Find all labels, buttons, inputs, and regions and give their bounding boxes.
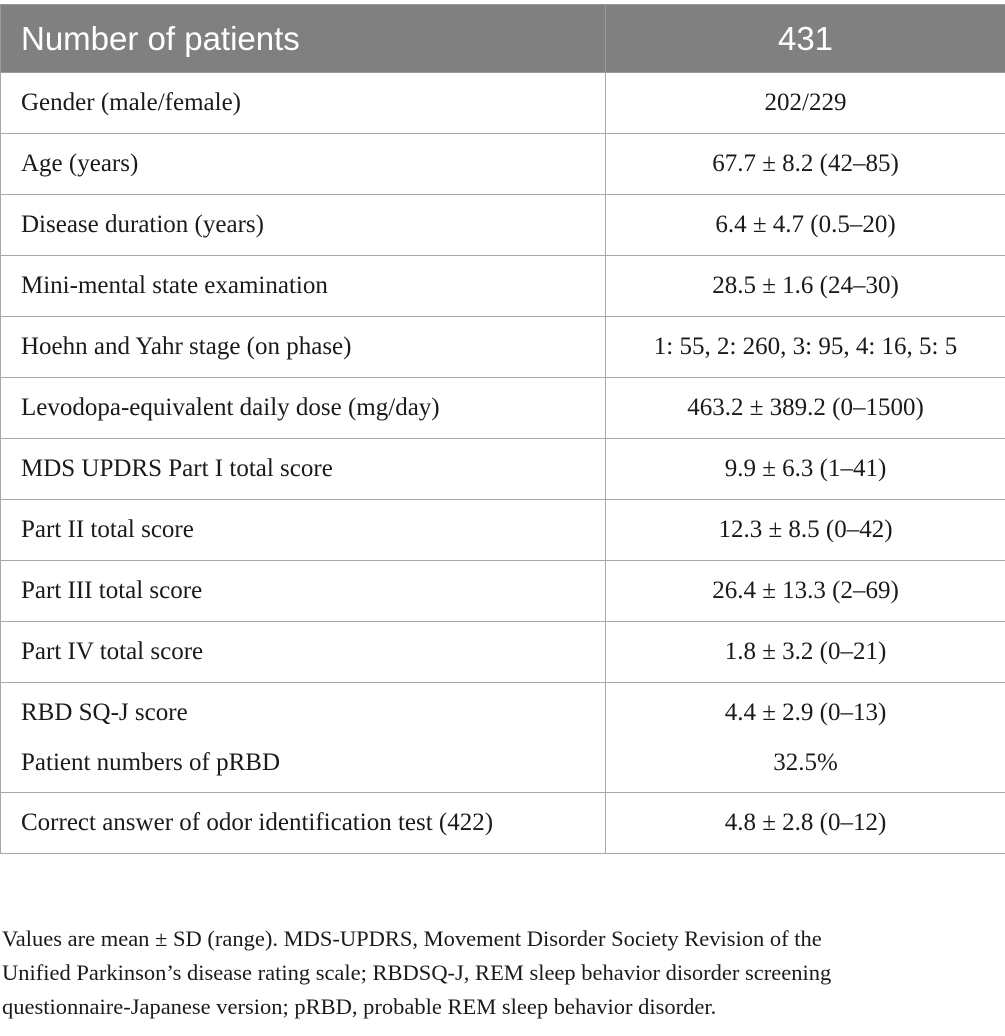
row-value-rbd xyxy=(606,683,1005,793)
table-row xyxy=(1,622,1005,683)
header-row xyxy=(1,5,1005,73)
table-footnote xyxy=(2,922,992,1024)
row-label-disease-duration: Disease duration (years) xyxy=(1,195,606,256)
row-label-updrs-part4: Part IV total score xyxy=(1,622,606,683)
row-value-age: 67.7 ± 8.2 (42–85) xyxy=(606,134,1005,195)
table-body xyxy=(1,73,1005,854)
header-value: 431 xyxy=(606,5,1005,73)
row-label-hoehn-yahr: Hoehn and Yahr stage (on phase) xyxy=(1,317,606,378)
prbd-label: Patient numbers of pRBD xyxy=(21,748,281,776)
table-row xyxy=(1,378,1005,439)
table-row xyxy=(1,793,1005,854)
row-value-ledd: 463.2 ± 389.2 (0–1500) xyxy=(606,378,1005,439)
row-value-updrs-part4: 1.8 ± 3.2 (0–21) xyxy=(606,622,1005,683)
row-value-odor-test: 4.8 ± 2.8 (0–12) xyxy=(606,793,1005,854)
rbd-score-value: 4.4 ± 2.9 (0–13) xyxy=(724,698,887,726)
row-value-disease-duration: 6.4 ± 4.7 (0.5–20) xyxy=(606,195,1005,256)
row-label-updrs-part1: MDS UPDRS Part I total score xyxy=(1,439,606,500)
row-value-gender: 202/229 xyxy=(606,73,1005,134)
row-label-ledd: Levodopa-equivalent daily dose (mg/day) xyxy=(1,378,606,439)
table-row xyxy=(1,73,1005,134)
table-row xyxy=(1,683,1005,793)
row-value-updrs-part2: 12.3 ± 8.5 (0–42) xyxy=(606,500,1005,561)
prbd-value: 32.5% xyxy=(773,748,838,776)
table-row xyxy=(1,317,1005,378)
rbd-score-label: RBD SQ-J score xyxy=(21,698,188,726)
table-row xyxy=(1,561,1005,622)
row-value-updrs-part3: 26.4 ± 13.3 (2–69) xyxy=(606,561,1005,622)
table-row xyxy=(1,500,1005,561)
footnote-line: Unified Parkinson’s disease rating scale; RBDSQ-J, REM sleep behavior disorder screening xyxy=(2,960,832,985)
row-label-updrs-part3: Part III total score xyxy=(1,561,606,622)
row-label-age: Age (years) xyxy=(1,134,606,195)
table-row xyxy=(1,439,1005,500)
row-label-rbd xyxy=(1,683,606,793)
row-label-gender: Gender (male/female) xyxy=(1,73,606,134)
footnote-line: questionnaire-Japanese version; pRBD, probable REM sleep behavior disorder. xyxy=(2,994,717,1019)
row-label-updrs-part2: Part II total score xyxy=(1,500,606,561)
table-row xyxy=(1,256,1005,317)
table-row xyxy=(1,134,1005,195)
footnote-line: Values are mean ± SD (range). MDS-UPDRS, Movement Disorder Society Revision of the xyxy=(2,926,822,951)
table-header xyxy=(1,5,1005,73)
row-value-hoehn-yahr: 1: 55, 2: 260, 3: 95, 4: 16, 5: 5 xyxy=(606,317,1005,378)
row-value-updrs-part1: 9.9 ± 6.3 (1–41) xyxy=(606,439,1005,500)
row-label-odor-test: Correct answer of odor identification test (422) xyxy=(1,793,606,854)
header-label: Number of patients xyxy=(1,5,606,73)
row-label-mmse: Mini-mental state examination xyxy=(1,256,606,317)
row-value-mmse: 28.5 ± 1.6 (24–30) xyxy=(606,256,1005,317)
patient-characteristics-table xyxy=(0,4,1005,854)
table-row xyxy=(1,195,1005,256)
